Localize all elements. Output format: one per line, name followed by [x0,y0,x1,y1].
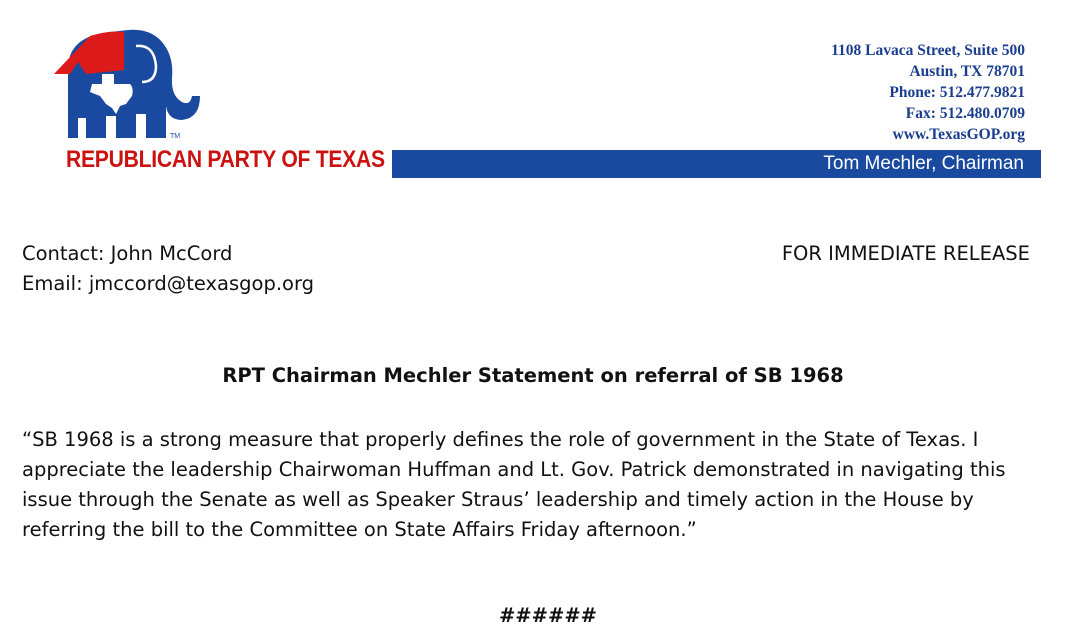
trademark-mark: TM [170,133,181,140]
end-of-release-mark: ###### [498,604,598,627]
release-notice: FOR IMMEDIATE RELEASE [781,242,1030,265]
chairman-banner [392,150,1041,178]
quote-line: appreciate the leadership Chairwoman Huffman and Lt. Gov. Patrick demonstrated in navigating this [22,458,1006,481]
organization-name: REPUBLICAN PARTY OF TEXAS [66,146,385,173]
quote-line: referring the bill to the Committee on State Affairs Friday afternoon.” [22,518,697,541]
contact-line: Contact: John McCord [22,242,233,265]
chairman-name: Tom Mechler, Chairman [823,153,1024,174]
quote-line: issue through the Senate as well as Speaker Straus’ leadership and timely action in the House by [22,488,974,511]
address-fax: Fax: 512.480.0709 [905,105,1025,122]
address-street: 1108 Lavaca Street, Suite 500 [831,42,1025,59]
statement-quote [22,425,1006,545]
address-website: www.TexasGOP.org [892,126,1025,143]
rpt-elephant-logo [50,26,210,146]
address-block [831,40,1025,145]
statement-headline: RPT Chairman Mechler Statement on referral of SB 1968 [222,364,844,387]
quote-line: “SB 1968 is a strong measure that properly defines the role of government in the State of Texas. I [22,428,979,451]
address-city: Austin, TX 78701 [909,63,1025,80]
address-phone: Phone: 512.477.9821 [889,84,1025,101]
email-line: Email: jmccord@texasgop.org [22,272,315,295]
